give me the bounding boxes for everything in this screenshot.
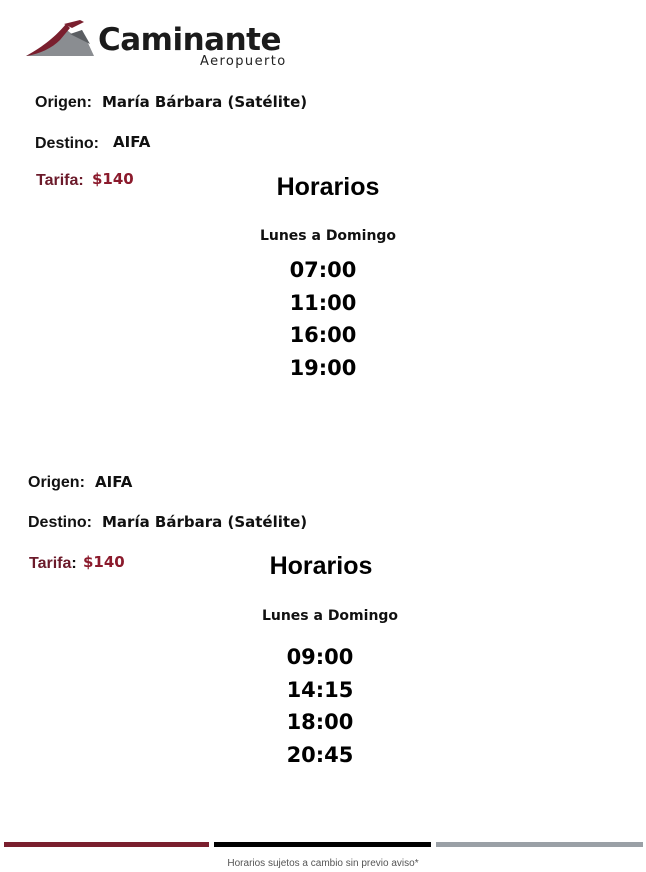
- departure-time: 14:15: [286, 677, 354, 702]
- destination-label: Destino:: [28, 514, 92, 531]
- destination-value: María Bárbara (Satélite): [102, 513, 308, 531]
- schedule-days: Lunes a Domingo: [261, 608, 399, 624]
- departure-time: 20:45: [286, 742, 354, 767]
- departure-time: 11:00: [289, 290, 357, 315]
- departure-time: 18:00: [286, 710, 354, 734]
- schedule-times: [223, 254, 423, 384]
- fare-label: Tarifa:: [36, 172, 84, 189]
- destination-label: Destino:: [35, 135, 99, 152]
- departure-time: 16:00: [289, 323, 357, 347]
- schedule-times: [220, 641, 420, 771]
- brand-name: Caminante: [98, 22, 281, 58]
- departure-time: 09:00: [286, 645, 354, 669]
- origin-value: AIFA: [95, 473, 133, 491]
- fare-value: $140: [92, 170, 134, 188]
- disclaimer-note: Horarios sujetos a cambio sin previo aviso*: [227, 858, 419, 869]
- departure-time: 07:00: [289, 258, 357, 282]
- schedule-days: Lunes a Domingo: [259, 228, 397, 244]
- origin-label: Origen:: [28, 474, 85, 491]
- destination-value: AIFA: [113, 133, 151, 151]
- origin-label: Origen:: [35, 94, 92, 111]
- departure-time: 19:00: [289, 355, 357, 380]
- schedule-title: Horarios: [269, 552, 373, 580]
- fare-label: Tarifa:: [29, 555, 77, 572]
- fare-value: $140: [83, 553, 125, 571]
- airplane-mountain-logo-icon: [24, 18, 98, 58]
- footer-bar-maroon: [4, 842, 209, 847]
- caminante-logo: [24, 14, 314, 72]
- footer-bar-black: [214, 842, 431, 847]
- schedule-title: Horarios: [276, 173, 380, 201]
- brand-subtitle: Aeropuerto: [200, 54, 287, 69]
- footer-bar-gray: [436, 842, 643, 847]
- origin-value: María Bárbara (Satélite): [102, 93, 308, 111]
